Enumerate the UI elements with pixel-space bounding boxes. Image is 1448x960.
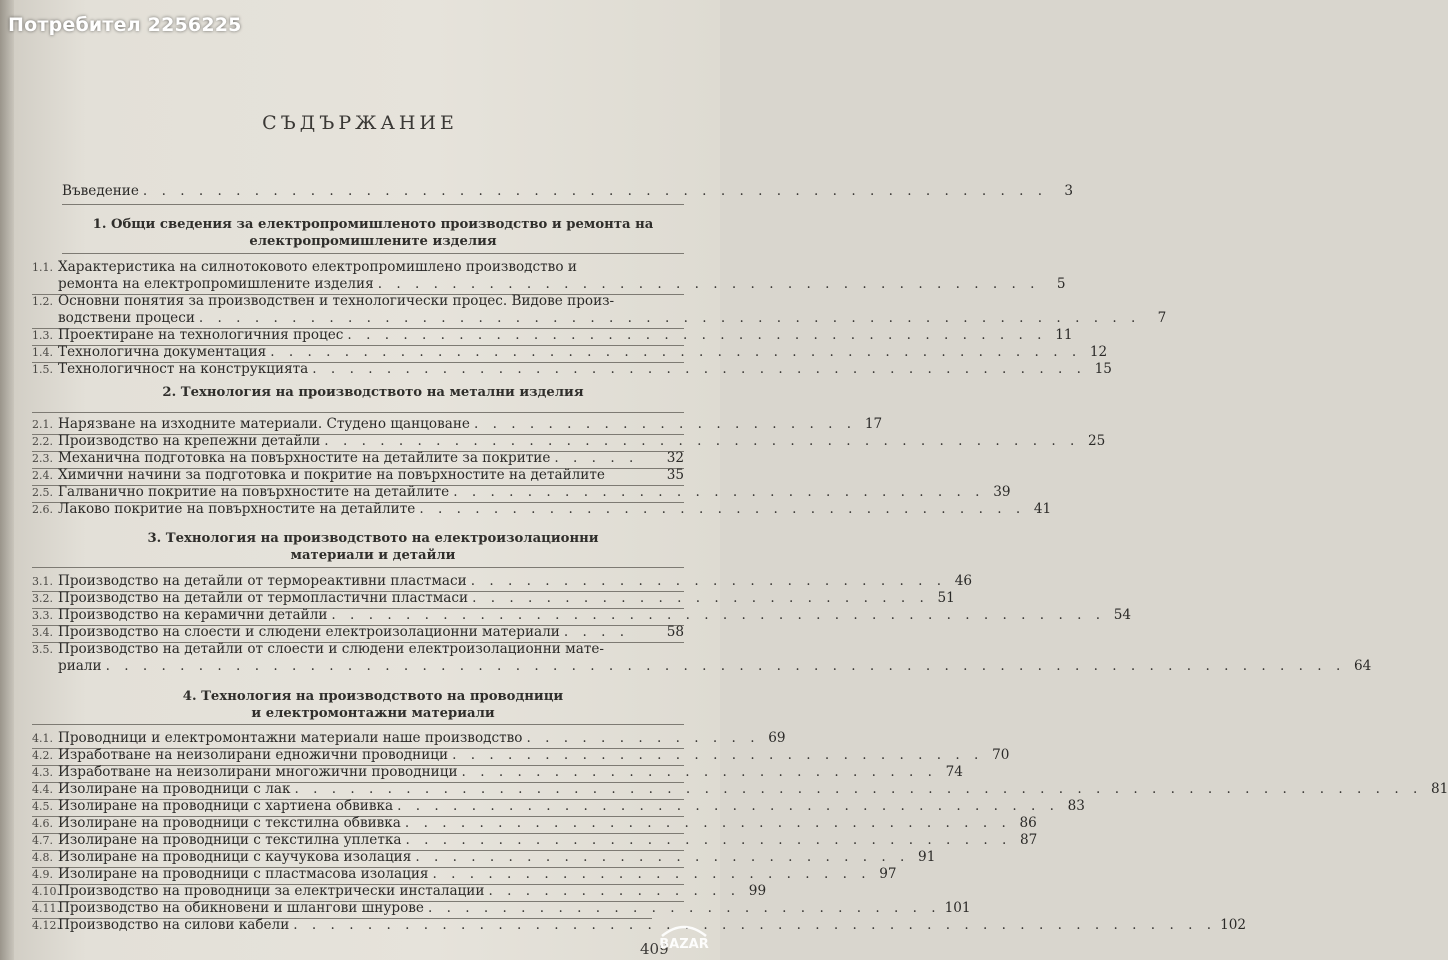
toc-entry (32, 293, 684, 310)
toc-entry (32, 467, 684, 484)
toc-entry-text: Изработване на неизолирани многожични проводници (58, 764, 458, 780)
toc-entry-text: Производство на детайли от слоести и слюдени електроизолационни мате- (58, 641, 605, 657)
toc-entry-page: 97 (879, 866, 897, 882)
toc-entry-page: 39 (993, 484, 1011, 500)
toc-entry-text: риали (58, 658, 102, 674)
toc-entry-number: 4.7. (32, 834, 53, 847)
toc-entry-page: 64 (1353, 658, 1372, 674)
toc-entry-text: Изолиране на проводници с лак (58, 781, 291, 797)
toc-entry-text: Изолиране на проводници с хартиена обвивка (58, 798, 394, 814)
leader-dots: . . . . . . . . . . . . . . . . . . . . . . . . . . . (415, 849, 910, 865)
toc-entry-number: 4.8. (32, 851, 53, 864)
leader-dots: . . . . . . . . . . . . . . . . . . . . . . . . . . . . . . . . . (404, 815, 1011, 831)
toc-entry-text: Производство на детайли от термореактивни пластмаси (58, 573, 467, 589)
toc-entry (32, 607, 1132, 624)
toc-entry-number: 1.2. (32, 295, 53, 308)
leader-dots: . . . . . . . . . . . . . . . . . . . . . . . . . . . . . . . . . . . . . . . . . . . . . . . . . (142, 183, 1048, 199)
toc-entry (32, 484, 1011, 501)
leader-dots: . . . . . . . . . . . . . . . . . . . . . . . . . . . . . . . . . . . . . . . . . . . . (270, 344, 1082, 360)
toc-entry (32, 573, 973, 590)
toc-entry-text: Изолиране на проводници с текстилна уплетка (58, 832, 402, 848)
leader-dots: . . . . . . . . . . . . . . . . . . . . . . . . . . . . . . . . . . . . (397, 798, 1059, 814)
toc-intro-text: Въведение (62, 183, 139, 199)
toc-entry-page: 86 (1019, 815, 1037, 831)
chapter-4-title (60, 688, 686, 722)
toc-entry (32, 900, 971, 917)
leader-dots: . . . . . . . . . . . . . . . . . . . . . . . . . . . . . . . . . (405, 832, 1012, 848)
toc-entry-page: 58 (666, 624, 684, 640)
toc-entry (32, 849, 936, 866)
toc-entry-text: Изолиране на проводници с текстилна обвивка (58, 815, 401, 831)
toc-entry (32, 866, 897, 883)
toc-entry-text: Технологична документация (58, 344, 267, 360)
chapter-title-line: материали и детайли (290, 548, 456, 563)
toc-entry (32, 764, 963, 781)
toc-entry-number: 3.3. (32, 609, 53, 622)
leader-dots: . . . . . . . . . . . . . . . . . . . . . . . . (432, 866, 871, 882)
toc-entry-number: 4.2. (32, 749, 53, 762)
toc-entry-page: 12 (1089, 344, 1108, 360)
toc-entry-text: Технологичност на конструкцията (58, 361, 309, 377)
toc-entry-continuation (58, 276, 1066, 293)
toc-entry-text: Химични начини за подготовка и покритие на повърхностите на детайлите (58, 467, 605, 483)
toc-entry-page: 74 (945, 764, 963, 780)
chapter-title-line: 2. Технология на производството на метални изделия (162, 385, 584, 400)
toc-entry-page: 81 (1430, 781, 1448, 797)
leader-dots: . . . . . . . . . . . . . . . . . . . . . . . . . . . . . (452, 747, 984, 763)
toc-entry-page: 87 (1020, 832, 1038, 848)
page-number: 409 (640, 940, 669, 958)
toc-entry (32, 501, 1052, 518)
divider (32, 412, 684, 413)
toc-entry (32, 624, 684, 641)
toc-entry-page: 11 (1055, 327, 1073, 343)
toc-entry-text: ремонта на електропромишлените изделия (58, 276, 374, 292)
toc-entry (32, 641, 684, 658)
chapter-1-title (60, 216, 686, 250)
toc-entry (32, 832, 1038, 849)
leader-dots: . . . . . . . . . . . . . . . . . . . . . . . . . . (470, 573, 947, 589)
chapter-title-line: и електромонтажни материали (251, 706, 495, 721)
leader-dots: . . . . . . . . . . . . . . . . . . . . . . . . . . . . . . . . . . . . . . . . . (324, 433, 1080, 449)
toc-entry-page: 46 (954, 573, 973, 589)
leader-dots: . . . . . . . . . . . . . . . . . . . . . . . . . . . . . . . . . . . . . . . . . . . . . . . . . . (293, 917, 1217, 933)
book-spine (0, 0, 14, 960)
toc-entry-page: 69 (768, 730, 786, 746)
toc-entry-page: 15 (1094, 361, 1112, 377)
leader-dots: . . . . . . . . . . . . . (526, 730, 760, 746)
toc-entry-page: 41 (1033, 501, 1052, 517)
toc-entry (32, 883, 767, 900)
leader-dots: . . . . . . . . . . . . . . . . . . . . . (473, 416, 857, 432)
leader-dots: . . . . . . . . . . . . . . . . . . . . . . . . . . . . . . . . . . . . . . . . . . (331, 607, 1106, 623)
toc-entry-text: Производство на силови кабели (58, 917, 290, 933)
toc-entry-number: 4.6. (32, 817, 53, 830)
toc-entry-number: 2.1. (32, 418, 53, 431)
toc-entry-page: 17 (864, 416, 883, 432)
toc-entry-number: 4.1. (32, 732, 53, 745)
toc-entry-page: 54 (1113, 607, 1132, 623)
leader-dots: . . . . . . . . . . . . . . . . . . . . . . . . . . . . . . . . . . . . . . . . . . . . . . . . . . . (198, 310, 1141, 326)
toc-entry-text: Проектиране на технологичния процес (58, 327, 344, 343)
toc-entry-number: 2.4. (32, 469, 53, 482)
toc-entry-number: 4.9. (32, 868, 53, 881)
toc-entry-continuation (58, 658, 1372, 675)
toc-entry-page: 25 (1088, 433, 1106, 449)
toc-intro (62, 183, 1074, 200)
toc-entry-number: 2.2. (32, 435, 53, 448)
toc-entry (32, 730, 786, 747)
leader-dots: . . . . . . . . . . . . . . . . . . . . . . . . . . . . . . . . . (419, 501, 1026, 517)
toc-entry-number: 3.4. (32, 626, 53, 639)
toc-entry-page: 5 (1056, 276, 1066, 292)
toc-entry (32, 917, 1247, 934)
leader-dots: . . . . . . . . . . . . . . . . . . . . . . . . . . . . . . . . . . . . . . . . . . . . . . . . . . . . . . . . . . . . . (294, 781, 1423, 797)
toc-entry (32, 361, 1112, 378)
toc-entry-number: 3.1. (32, 575, 53, 588)
toc-entry-text: Производство на крепежни детайли (58, 433, 321, 449)
toc-entry-number: 4.10. (32, 885, 60, 898)
leader-dots: . . . . . (554, 450, 639, 466)
toc-entry-number: 1.4. (32, 346, 53, 359)
chapter-title-line: 1. Общи сведения за електропромишленото производство и ремонта на (92, 217, 654, 232)
toc-entry-page: 32 (666, 450, 684, 466)
toc-entry (32, 344, 1108, 361)
divider (32, 724, 684, 725)
toc-entry-text: Производство на обикновени и шлангови шнурове (58, 900, 424, 916)
toc-entry-page: 7 (1157, 310, 1167, 326)
toc-entry-number: 1.3. (32, 329, 53, 342)
toc-entry-text: Лаково покритие на повърхностите на детайлите (58, 501, 416, 517)
leader-dots: . . . . (563, 624, 630, 640)
toc-entry (32, 327, 1073, 344)
toc-entry (32, 781, 1448, 798)
chapter-title-line: 4. Технология на производството на проводници (182, 689, 564, 704)
toc-entry (32, 433, 1106, 450)
leader-dots: . . . . . . . . . . . . . . . . . . . . . . . . . . . . . . . . . . . . . . . . . . . . . . . . . . . . . . . . . . . . . . . . . . . (105, 658, 1346, 674)
toc-entry-number: 1.5. (32, 363, 53, 376)
toc-entry-number: 2.5. (32, 486, 53, 499)
leader-dots: . . . . . . . . . . . . . . . . . . . . . . . . . . . . (427, 900, 941, 916)
leader-dots: . . . . . . . . . . . . . . . . . . . . . . . . . (472, 590, 929, 606)
leader-dots: . . . . . . . . . . . . . . . . . . . . . . . . . . (461, 764, 937, 780)
chapter-title-line: 3. Технология на производството на електроизолационни (147, 531, 599, 546)
toc-entry (32, 747, 1010, 764)
divider (32, 567, 684, 568)
toc-intro-page: 3 (1064, 183, 1074, 199)
divider (62, 253, 684, 254)
toc-entry-page: 83 (1067, 798, 1085, 814)
toc-entry-number: 4.5. (32, 800, 53, 813)
leader-dots: . . . . . . . . . . . . . . (488, 883, 741, 899)
toc-entry (32, 815, 1037, 832)
toc-entry-number: 4.12. (32, 919, 60, 932)
leader-dots: . . . . . . . . . . . . . . . . . . . . . . . . . . . . . . . . . . . . (377, 276, 1040, 292)
toc-entry (32, 450, 684, 467)
toc-entry-text: Характеристика на силнотоковото електропромишлено производство и (58, 259, 577, 275)
toc-entry-number: 3.2. (32, 592, 53, 605)
leader-dots: . . . . . . . . . . . . . . . . . . . . . . . . . . . . . (453, 484, 985, 500)
toc-entry-page: 70 (992, 747, 1010, 763)
bazar-logo-icon (654, 914, 714, 954)
toc-entry-text: Основни понятия за производствен и технологически процес. Видове произ- (58, 293, 615, 309)
toc-entry-number: 1.1. (32, 261, 53, 274)
user-watermark: Потребител 2256225 (8, 14, 242, 36)
logo-text: BAZAR (659, 937, 709, 952)
toc-entry-number: 4.11. (32, 902, 60, 915)
leader-dots: . . . . . . . . . . . . . . . . . . . . . . . . . . . . . . . . . . . . . . (347, 327, 1047, 343)
toc-entry-text: Производство на керамични детайли (58, 607, 328, 623)
toc-entry-text: Производство на детайли от термопластични пластмаси (58, 590, 469, 606)
toc-entry-text: Проводници и електромонтажни материали наше производство (58, 730, 523, 746)
toc-entry-text: водствени процеси (58, 310, 195, 326)
toc-entry-number: 2.6. (32, 503, 53, 516)
chapter-title-line: електропромишлените изделия (249, 234, 497, 249)
toc-entry-number: 2.3. (32, 452, 53, 465)
toc-entry-text: Производство на слоести и слюдени електроизолационни материали (58, 624, 560, 640)
chapter-3-title (60, 530, 686, 564)
toc-entry (32, 259, 684, 276)
toc-entry (32, 416, 883, 433)
toc-entry-text: Галванично покритие на повърхностите на детайлите (58, 484, 450, 500)
toc-entry-text: Нарязване на изходните материали. Студено щанцоване (58, 416, 470, 432)
toc-entry-number: 3.5. (32, 643, 53, 656)
divider (62, 204, 684, 205)
toc-entry-page: 101 (944, 900, 971, 916)
toc-entry-text: Механична подготовка на повърхностите на детайлите за покритие (58, 450, 551, 466)
toc-entry-number: 4.4. (32, 783, 53, 796)
leader-dots: . . . . . . . . . . . . . . . . . . . . . . . . . . . . . . . . . . . . . . . . . . (312, 361, 1086, 377)
toc-entry (32, 590, 955, 607)
toc-entry-page: 35 (666, 467, 684, 483)
page-title: СЪДЪРЖАНИЕ (262, 112, 458, 134)
toc-entry-page: 51 (937, 590, 955, 606)
toc-entry-text: Изработване на неизолирани едножични проводници (58, 747, 449, 763)
toc-entry-text: Производство на проводници за електрически инсталации (58, 883, 485, 899)
toc-entry-text: Изолиране на проводници с каучукова изолация (58, 849, 412, 865)
toc-entry-text: Изолиране на проводници с пластмасова изолация (58, 866, 429, 882)
chapter-2-title (60, 384, 686, 401)
toc-entry-page: 91 (918, 849, 936, 865)
toc-entry-number: 4.3. (32, 766, 53, 779)
toc-entry (32, 798, 1085, 815)
toc-entry-page: 102 (1220, 917, 1247, 933)
toc-entry-continuation (58, 310, 1167, 327)
toc-entry-page: 99 (748, 883, 767, 899)
